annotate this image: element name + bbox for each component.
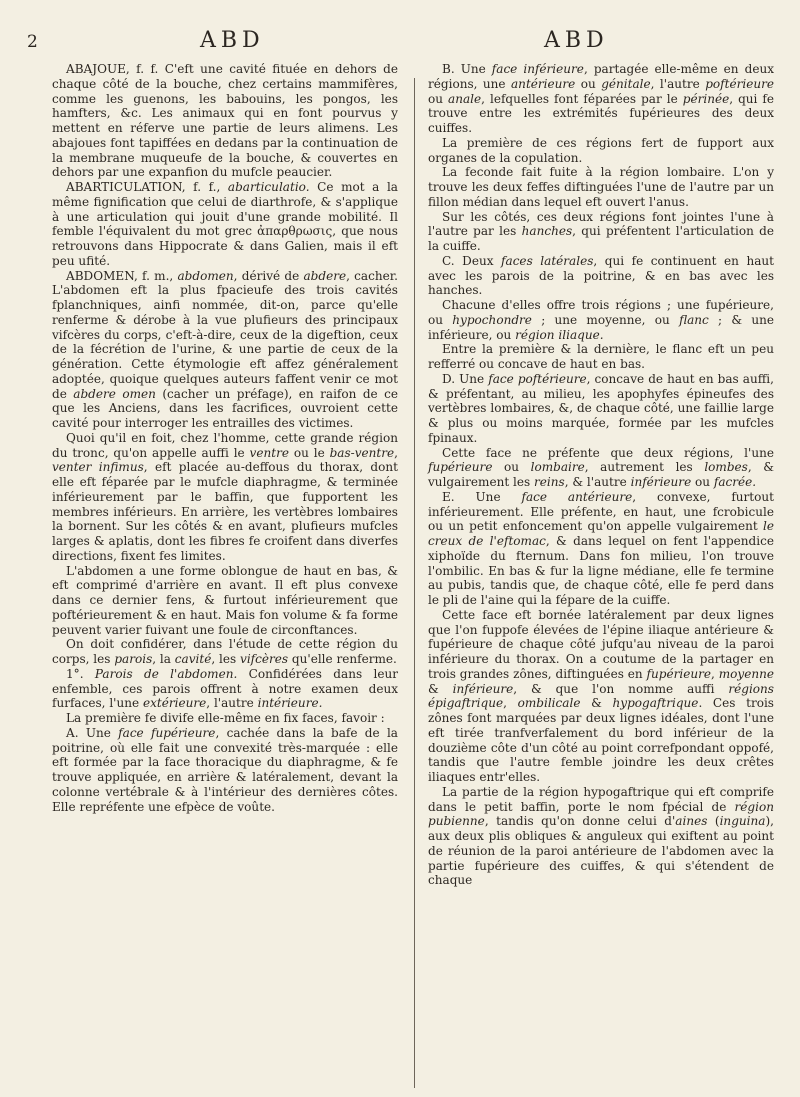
italic-text: lombaire bbox=[530, 460, 585, 475]
italic-text: fupérieure bbox=[428, 460, 493, 475]
text-run: D. Une bbox=[442, 371, 489, 386]
italic-text: région pubienne bbox=[428, 799, 774, 829]
column-rule bbox=[414, 78, 415, 1088]
left-column bbox=[52, 62, 398, 814]
italic-text: génitale bbox=[601, 76, 651, 91]
text-run: ), aux deux plis obliques & anguleux qui exiftent au point de réunion de la paroi antérieure de l'abdomen avec la partie fupérieure des cuiffes, & qui s'étendent de chaque bbox=[428, 814, 774, 888]
text-run: ou bbox=[691, 475, 714, 489]
paragraph bbox=[52, 711, 398, 726]
text-run: La première de ces régions fert de fupport aux organes de la copulation. bbox=[428, 135, 774, 165]
paragraph bbox=[428, 298, 774, 342]
italic-text: face antérieure bbox=[521, 489, 633, 504]
text-run: , cacher. L'abdomen eft la plus fpacieufe des trois cavités fplanchniques, ainfi nommée, dit-on, parce qu'elle renferme & dérobe à la vue plufieurs des principaux vifcères du corps, c'eft-à-dire, ceux de la digeftion, ceux de la fécrétion de l'urine, & une partie de ceux de la génération. Cette étymologie eft affez généralement adoptée, quoique quelques auteurs faffent venir ce mot de bbox=[52, 268, 398, 401]
text-run: , & vulgairement les bbox=[428, 460, 774, 489]
text-run: B. Une bbox=[442, 62, 492, 76]
italic-text: faces latérales bbox=[501, 253, 594, 268]
text-run: & bbox=[580, 696, 613, 711]
text-run: Sur les côtés, ces deux régions font jointes l'une à l'autre par les bbox=[428, 209, 774, 239]
italic-text: abdere bbox=[303, 268, 347, 283]
text-run: Quoi qu'il en foit, chez l'homme, cette grande région du tronc, qu'on appelle auffi le bbox=[52, 430, 398, 460]
paragraph bbox=[52, 269, 398, 431]
italic-text: intérieure. bbox=[257, 696, 323, 711]
text-run: , convexe, furtout inférieurement. Elle préfente, en haut, une fcrobicule ou un petit enfoncement qu'on appelle vulgairement bbox=[428, 489, 775, 534]
text-run: Entre la première & la dernière, le flanc eft un peu refferré ou concave de haut en bas. bbox=[428, 342, 774, 371]
text-run: , bbox=[711, 666, 719, 681]
italic-text: poftérieure bbox=[705, 76, 775, 91]
text-run: , concave de haut en bas auffi, & préfentant, au milieu, les apophyfes épineufes des vertèbres lombaires, &, de chaque côté, une faillie large & plus ou moins marquée, formée par les mufcles fpinaux. bbox=[428, 371, 774, 445]
text-run: , qui fe trouve entre les extrémités fupérieures des deux cuiffes. bbox=[428, 91, 775, 135]
text-run: , qui fe continuent en haut avec les parois de la poitrine, & en bas avec les hanches. bbox=[428, 253, 774, 298]
italic-text: abdomen bbox=[177, 268, 234, 283]
italic-text: facrée. bbox=[713, 475, 757, 489]
text-run: 1°. bbox=[66, 666, 95, 681]
text-run: , cachée dans la bafe de la poitrine, où elle fait une convexité très-marquée : elle eft formée par la face thoracique du diaphragme, & fe trouve appliquée, en arrière & latéralement, devant la colonne vertébrale & à l'intérieur des dernières côtes. Elle repréfente une efpèce de voûte. bbox=[52, 725, 398, 814]
text-run: La feconde fait fuite à la région lombaire. L'on y trouve les deux feffes diftinguées l'une de l'autre par un fillon médian dans lequel eft ouvert l'anus. bbox=[428, 165, 774, 209]
text-run: ABDOMEN, f. m., bbox=[66, 268, 178, 283]
paragraph bbox=[428, 210, 774, 254]
italic-text: bas-ventre bbox=[329, 445, 395, 460]
text-run: ABARTICULATION, f. f., bbox=[66, 180, 228, 194]
italic-text: abdere omen bbox=[73, 386, 156, 401]
text-run: , & dans lequel on fent l'appendice xiphoïde du fternum. Dans fon milieu, l'on trouve l'ombilic. En bas & fur la ligne médiane, elle fe termine au pubis, tandis que, de chaque côté, elle fe perd dans le pli de l'aine qui la fépare de la cuiffe. bbox=[428, 534, 774, 607]
italic-text: vifcères bbox=[240, 652, 289, 666]
text-run: ou le bbox=[288, 445, 330, 460]
paragraph bbox=[52, 726, 398, 815]
paragraph bbox=[428, 136, 774, 166]
italic-text: face fupérieure bbox=[118, 725, 216, 740]
text-run: , bbox=[503, 696, 518, 711]
paragraph bbox=[428, 608, 774, 785]
text-run: , la bbox=[152, 652, 175, 666]
paragraph bbox=[428, 372, 774, 446]
text-run: (cacher un préfage), en raifon de ce que les Anciens, dans les facrifices, ouvroient cette cavité pour interroger les entrailles des victimes. bbox=[52, 386, 398, 430]
text-run: , lefquelles font féparées par le bbox=[481, 91, 683, 106]
text-run: , qui préfentent l'articulation de la cuiffe. bbox=[428, 224, 775, 253]
paragraph bbox=[428, 446, 774, 490]
italic-text: inférieure bbox=[452, 681, 514, 696]
italic-text: parois bbox=[114, 652, 153, 666]
paragraph bbox=[428, 62, 774, 136]
italic-text: fupérieure bbox=[646, 666, 711, 681]
italic-text: hypogaftrique bbox=[612, 696, 699, 711]
text-run: , tandis qu'on donne celui d' bbox=[484, 814, 676, 829]
text-run: ou bbox=[575, 76, 602, 91]
text-run: L'abdomen a une forme oblongue de haut en bas, & eft comprimé d'arrière en avant. Il eft plus convexe dans ce dernier fens, & furtout inférieurement que poftérieurement & en haut. Mais fon volume & fa forme peuvent varier fuivant une foule de circonftances. bbox=[52, 563, 398, 637]
text-run: , dérivé de bbox=[233, 268, 304, 283]
italic-text: aines bbox=[675, 814, 708, 829]
paragraph bbox=[428, 490, 774, 608]
running-head-right: ABD bbox=[544, 28, 609, 53]
italic-text: reins bbox=[534, 475, 565, 489]
text-run: E. Une bbox=[442, 489, 522, 504]
italic-text: inférieure bbox=[630, 475, 692, 489]
text-run: La première fe divife elle-même en fix faces, favoir : bbox=[66, 711, 385, 725]
italic-text: hanches bbox=[521, 224, 573, 239]
text-run: , & l'autre bbox=[564, 475, 631, 489]
text-run: ou bbox=[428, 91, 449, 106]
italic-text: anale bbox=[448, 91, 482, 106]
text-run: A. Une bbox=[66, 725, 119, 740]
italic-text: régions épigaftrique bbox=[428, 681, 774, 711]
italic-text: région iliaque. bbox=[515, 327, 604, 342]
paragraph bbox=[52, 180, 398, 269]
text-run: Ce mot a la même fignification que celui de diarthrofe, & s'applique à une articulation qui jouit d'une grande mobilité. Il femble l'équivalent du mot grec ἀπαρθρωσις, que nous retrouvons dans Hippocrate & dans Galien, mais il eft peu ufité. bbox=[52, 180, 398, 268]
italic-text: le creux de l'eftomac bbox=[428, 519, 774, 548]
text-run: . Ces trois zônes font marquées par deux lignes idéales, dont l'une eft tirée tranfverfalement du bord inférieur de la douzième côte d'un côté au point correfpondant oppofé, tandis que l'autre femble joindre les deux crêtes iliaques entr'elles. bbox=[428, 696, 774, 784]
text-run: , bbox=[394, 445, 398, 460]
paragraph bbox=[52, 62, 398, 180]
italic-text: périnée bbox=[682, 91, 730, 106]
italic-text: cavité bbox=[174, 652, 212, 666]
italic-text: flanc bbox=[679, 312, 709, 327]
text-run: La partie de la région hypogaftrique qui eft comprife dans le petit baffin, porte le nom fpécial de bbox=[428, 784, 774, 814]
paragraph bbox=[428, 254, 774, 298]
italic-text: ombilicale bbox=[517, 696, 581, 711]
running-head-left: ABD bbox=[200, 28, 265, 53]
paragraph bbox=[428, 342, 774, 372]
text-run: , autrement les bbox=[584, 460, 705, 475]
text-run: ( bbox=[707, 814, 720, 829]
italic-text: venter infimus bbox=[52, 460, 144, 475]
italic-text: antérieure bbox=[511, 76, 576, 91]
italic-text: lombes bbox=[704, 460, 748, 475]
page-header bbox=[0, 26, 800, 56]
text-run: On doit confidérer, dans l'étude de cette région du corps, les bbox=[52, 637, 398, 666]
italic-text: face inférieure bbox=[491, 62, 584, 76]
text-run: , & que l'on nomme auffi bbox=[513, 681, 729, 696]
paragraph bbox=[428, 165, 774, 209]
text-run: C. Deux bbox=[442, 253, 502, 268]
page-number: 2 bbox=[27, 32, 38, 52]
paragraph bbox=[428, 785, 774, 888]
paragraph bbox=[52, 431, 398, 564]
text-run: Confidérées dans leur enfemble, ces parois offrent à notre examen deux furfaces, l'une bbox=[52, 666, 398, 711]
italic-text: moyenne bbox=[718, 666, 774, 681]
italic-text: Parois de l'abdomen. bbox=[94, 666, 238, 681]
italic-text: inguina bbox=[719, 814, 766, 829]
text-run: , les bbox=[211, 652, 241, 666]
italic-text: abarticulatio. bbox=[227, 180, 310, 194]
text-run: ; une moyenne, ou bbox=[531, 312, 680, 327]
text-run: ; & une inférieure, ou bbox=[428, 312, 775, 342]
text-run: Chacune d'elles offre trois régions ; une fupérieure, ou bbox=[428, 298, 774, 327]
italic-text: hypochondre bbox=[452, 312, 532, 327]
text-run: ABAJOUE, f. f. C'eft une cavité fituée en dehors de chaque côté de la bouche, chez certains mammifères, comme les guenons, les babouins, les pongos, les hamfters, &c. Les animaux qui en font pourvus y mettent en réferve une partie de leurs alimens. Les abajoues font tapiffées en dedans par la continuation de la membrane muqueufe de la bouche, & couvertes en dehors par une expanfion du mufcle peaucier. bbox=[52, 62, 398, 180]
text-run: Cette face eft bornée latéralement par deux lignes que l'on fuppofe élevées de l'épine iliaque antérieure & fupérieure de chaque côté jufqu'au niveau de la paroi inférieure du thorax. On a coutume de la partager en trois grandes zônes, diftinguées en bbox=[428, 607, 774, 681]
italic-text: face poftérieure bbox=[488, 371, 587, 386]
text-run: , partagée elle-même en deux régions, une bbox=[428, 62, 774, 91]
paragraph bbox=[52, 564, 398, 638]
text-run: , eft placée au-deffous du thorax, dont elle eft féparée par le mufcle diaphragme, & terminée inférieurement par le baffin, que fupportent les membres inférieurs. En arrière, les vertèbres lombaires la bornent. Sur les côtés & en avant, plufieurs mufcles larges & aplatis, dont les fibres fe croifent dans diverfes directions, fixent fes limites. bbox=[52, 460, 399, 563]
text-run: , l'autre bbox=[206, 696, 258, 711]
right-column bbox=[428, 62, 774, 888]
text-run: & bbox=[428, 681, 453, 696]
paragraph bbox=[52, 637, 398, 667]
text-run: ou bbox=[492, 460, 531, 475]
italic-text: extérieure bbox=[142, 696, 207, 711]
paragraph bbox=[52, 667, 398, 711]
text-run: Cette face ne préfente que deux régions, l'une bbox=[442, 445, 774, 460]
text-run: , l'autre bbox=[650, 76, 706, 91]
text-run: qu'elle renferme. bbox=[288, 652, 397, 666]
italic-text: ventre bbox=[249, 445, 289, 460]
